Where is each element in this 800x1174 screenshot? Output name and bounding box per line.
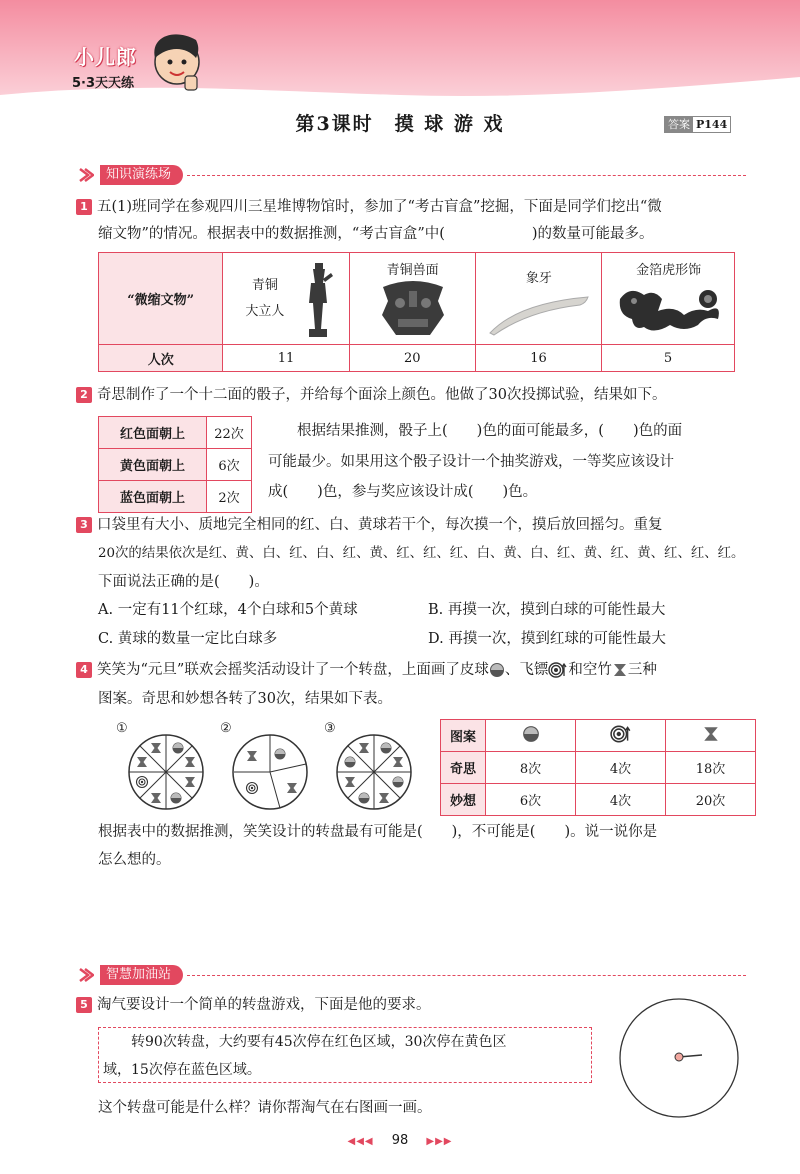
spinner-1-label: ① [116,721,128,736]
q3-number: 3 [76,517,92,533]
ivory-tusk-icon [488,293,592,337]
q1-item-2-name: 青铜兽面 [386,263,439,278]
brand-name: 小儿郎 [74,45,137,69]
q4-text1b: 、飞镖 [504,662,549,678]
q5-line2: 这个转盘可能是什么样？请你帮淘气在右图画一画。 [98,1100,432,1116]
q4-text1d: 三种 [627,662,657,678]
brand-series: 5·3天天练 [72,76,135,91]
q1-count-label: 人次 [99,345,223,372]
page-title: 第3课时 摸 球 游 戏 [295,113,505,135]
section-header-practice [78,163,746,187]
q4-line3: 根据表中的数据推测，笑笑设计的转盘最有可能是( )，不可能是( )。说一说你是 [98,824,658,840]
spinner-1 [116,721,203,809]
diabolo-icon [702,725,720,743]
q1-item-2 [349,253,475,345]
blank-spinner-drawing-area[interactable] [618,997,740,1119]
q1-count-3: 16 [475,345,601,372]
q3-option-b: B. 再摸一次，摸到白球的可能性最大 [428,602,666,618]
q4-number: 4 [76,662,92,678]
q1-item-1-name2: 大立人 [245,304,285,319]
section-header-challenge [78,963,746,987]
q2-label-yellow: 黄色面朝上 [99,449,207,481]
bronze-mask-icon [378,279,448,339]
q2-value-yellow: 6次 [207,449,252,481]
q2-number: 2 [76,387,92,403]
q3-option-c: C. 黄球的数量一定比白球多 [98,631,278,647]
q2-value-blue: 2次 [207,481,252,513]
ball-icon [489,662,505,678]
q1-row-label: “微缩文物” [99,253,223,345]
q2-table [98,416,252,513]
q3-line3: 下面说法正确的是( )。 [98,574,269,590]
q3-option-a: A. 一定有11个红球，4个白球和5个黄球 [98,602,358,618]
dart-icon [610,725,632,743]
answer-ref [664,116,731,133]
q1-item-4-name: 金箔虎形饰 [636,263,702,278]
spinner-3-label: ③ [324,721,336,736]
q5-number: 5 [76,997,92,1013]
q4-line4: 怎么想的。 [98,852,171,868]
q1-count-2: 20 [349,345,475,372]
q2-value-red: 22次 [207,417,252,449]
section-title: 知识演练场 [100,165,183,185]
section-arrow-icon [78,165,94,185]
next-arrows-icon: ▶▶▶ [426,1136,453,1147]
q2-label-blue: 蓝色面朝上 [99,481,207,513]
section-title: 智慧加油站 [100,965,183,985]
q4-table-header: 图案 [441,720,486,752]
q1-count-1: 11 [223,345,349,372]
q4-line2: 图案。奇思和妙想各转了30次，结果如下表。 [98,691,392,707]
q1-count-4: 5 [602,345,735,372]
q1-item-3-name: 象牙 [525,271,552,286]
spinner-diagrams [110,718,430,814]
answer-label: 答案 [665,117,693,132]
q5-req-line2: 域，15次停在蓝色区域。 [103,1062,261,1078]
q2-line1 [76,382,666,408]
q4-col-ball [486,720,576,752]
q3-line2: 20次的结果依次是红、黄、白、红、白、红、黄、红、红、红、白、黄、白、红、黄、红、黄、红、红、红。 [98,546,745,561]
q4-cell: 4次 [576,784,666,816]
q3-option-d: D. 再摸一次，摸到红球的可能性最大 [428,631,666,647]
ball-icon [522,725,540,743]
section-arrow-icon [78,965,94,985]
q2-text-line2: 可能最少。如果用这个骰子设计一个抽奖游戏，一等奖应该设计 [268,454,674,470]
gold-tiger-icon [614,281,724,339]
q5-req-line1: 转90次转盘，大约要有45次停在红色区域，30次停在黄色区 [131,1034,507,1050]
q1-line1 [76,194,662,220]
q1-number: 1 [76,199,92,215]
q5-requirement-box [98,1027,592,1083]
q4-cell: 4次 [576,752,666,784]
q5-line1 [76,992,431,1018]
page-number: 98 [391,1133,409,1148]
q4-text1c: 和空竹 [568,662,612,678]
spinner-3 [324,721,411,809]
q2-text-line3: 成( )色，参与奖应该设计成( )色。 [268,484,538,500]
q4-cell: 8次 [486,752,576,784]
q1-item-3 [475,253,601,345]
dart-icon [548,662,568,678]
q2-text1: 奇思制作了一个十二面的骰子，并给每个面涂上颜色。他做了30次投掷试验，结果如下。 [97,387,667,403]
q4-cell: 18次 [666,752,756,784]
answer-page: P144 [696,118,728,131]
q4-cell: 6次 [486,784,576,816]
spinner-2-label: ② [220,721,232,736]
diabolo-icon [612,662,628,678]
q4-row-name-2: 妙想 [441,784,486,816]
q1-item-4 [602,253,735,345]
q4-cell: 20次 [666,784,756,816]
q4-text1a: 笑笑为“元旦”联欢会摇奖活动设计了一个转盘，上面画了皮球 [97,662,489,678]
section-divider [187,175,746,176]
q3-line1 [76,512,663,538]
q5-text1: 淘气要设计一个简单的转盘游戏，下面是他的要求。 [97,997,431,1013]
q1-item-1-name1: 青铜 [251,278,278,293]
q4-line1 [76,657,657,683]
prev-arrows-icon: ◀◀◀ [347,1136,374,1147]
q1-text1: 五(1)班同学在参观四川三星堆博物馆时，参加了“考古盲盒”挖掘，下面是同学们挖出“微 [97,199,662,215]
q4-col-diabolo [666,720,756,752]
q2-text-line1: 根据结果推测，骰子上( )色的面可能最多，( )色的面 [297,423,683,439]
page-footer [0,1133,800,1148]
q4-col-dart [576,720,666,752]
section-divider [187,975,746,976]
q1-line2: 缩文物”的情况。根据表中的数据推测，“考古盲盒”中( )的数量可能最多。 [98,226,654,242]
q4-row-name-1: 奇思 [441,752,486,784]
bronze-figure-icon [301,259,335,341]
q4-table [440,719,756,816]
q1-item-1 [223,253,349,345]
q3-text1: 口袋里有大小、质地完全相同的红、白、黄球若干个，每次摸一个，摸后放回摇匀。重复 [97,517,663,533]
q1-table [98,252,735,372]
spinner-2 [220,721,307,809]
q2-label-red: 红色面朝上 [99,417,207,449]
